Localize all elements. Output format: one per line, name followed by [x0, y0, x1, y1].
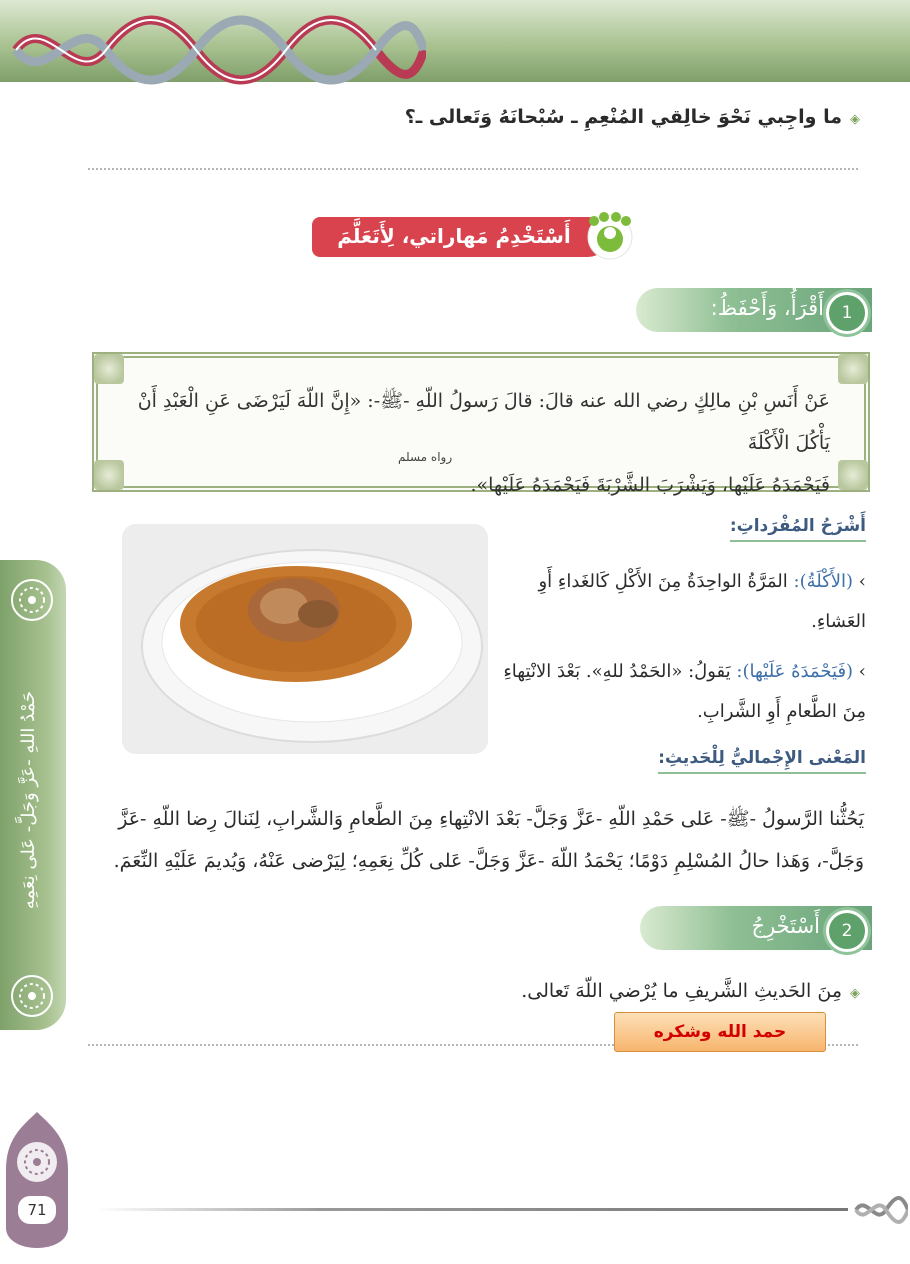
section1-title: أَقْرَأُ، وَأَحْفَظُ: — [710, 296, 824, 320]
section2-title: أَسْتَخْرِجُ — [751, 914, 820, 938]
hadith-source: رواه مسلم — [398, 450, 453, 464]
skills-banner — [312, 211, 650, 259]
page-number-badge-icon — [4, 1110, 70, 1250]
diamond-bullet-icon: ◈ — [850, 112, 860, 127]
vocab-definition: يَقولُ: «الحَمْدُ للهِ». بَعْدَ الانْتِهاءِ مِنَ الطَّعامِ أَوِ الشَّرابِ. — [503, 661, 866, 722]
page-number: 71 — [18, 1196, 56, 1224]
banner-text: أَسْتَخْدِمُ مَهاراتي، لِأَتَعَلَّمَ — [337, 224, 571, 248]
ornament-corner-icon — [838, 354, 868, 384]
hadith-text — [130, 380, 830, 506]
ornament-corner-icon — [94, 354, 124, 384]
food-photo — [122, 524, 488, 754]
chapter-title-vertical: حَمْدُ اللهِ -عَزَّ وَجَلَّ- عَلى نِعَمِهِ — [18, 690, 39, 910]
interlace-ornament-icon — [6, 14, 426, 86]
vocab-item: › (الأَكْلَةُ): المَرَّةُ الواحِدَةُ مِنَ الأَكْلِ كَالغَداءِ أَوِ العَشاءِ. — [538, 571, 866, 632]
extract-text: مِنَ الحَديثِ الشَّريفِ ما يُرْضي اللّهَ تَعالى. — [521, 980, 842, 1002]
hadith-line-2: فَيَحْمَدَهُ عَلَيْها، وَيَشْرَبَ الشَّرْبَةَ فَيَحْمَدَهُ عَلَيْها». — [470, 474, 830, 496]
question-line — [80, 106, 860, 128]
answer-dotted-line — [88, 168, 858, 170]
section1-number-badge: 1 — [826, 292, 868, 334]
interlace-ornament-icon — [852, 1190, 908, 1230]
extract-prompt — [80, 980, 860, 1002]
hadith-line-1: عَنْ أَنَسِ بْنِ مالِكٍ رضي الله عنه قالَ: قالَ رَسولُ اللّهِ -ﷺ-: «إِنَّ اللّهَ لَيَرْضَى عَنِ الْعَبْدِ أَنْ يَأْكُلَ الْأَكْلَةَ — [137, 390, 830, 454]
meaning-paragraph: يَحُثُّنا الرَّسولُ -ﷺ- عَلى حَمْدِ اللّهِ -عَزَّ وَجَلَّ- بَعْدَ الانْتِهاءِ مِنَ الطَّعامِ وَالشَّرابِ، لِنَنالَ رِضا اللّهِ -عَزَّ وَجَلَّ-، وَهَذا حالُ المُسْلِمِ دَوْمًا؛ يَحْمَدُ اللّهَ -عَزَّ وَجَلَّ- عَلى كُلِّ نِعَمِهِ؛ لِيَرْضى عَنْهُ، وَيُديمَ عَلَيْهِ النِّعَمَ. — [113, 808, 864, 872]
section2-number-badge: 2 — [826, 910, 868, 952]
ornament-corner-icon — [838, 460, 868, 490]
kabsa-dish-image — [122, 524, 488, 754]
mascot-icon — [580, 211, 640, 261]
vocab-heading: أَشْرَحُ المُفْرَداتِ: — [730, 516, 866, 542]
vocab-term: (الأَكْلَةُ): — [793, 571, 854, 592]
meaning-heading: المَعْنى الإِجْماليُّ لِلْحَديثِ: — [658, 748, 866, 774]
vocab-item: › (فَيَحْمَدَهُ عَلَيْها): يَقولُ: «الحَمْدُ للهِ». بَعْدَ الانْتِهاءِ مِنَ الطَّعامِ أَوِ الشَّرابِ. — [503, 661, 866, 722]
question-text: ما واجِبي نَحْوَ خالِقي المُنْعِمِ ـ سُبْحانَهُ وَتَعالى ـ؟ — [404, 106, 842, 128]
diamond-bullet-icon: ◈ — [850, 986, 860, 1001]
footer-rule — [96, 1208, 848, 1211]
vocab-definition: المَرَّةُ الواحِدَةُ مِنَ الأَكْلِ كَالغَداءِ أَوِ العَشاءِ. — [538, 571, 866, 632]
vocab-term: (فَيَحْمَدَهُ عَلَيْها): — [736, 661, 854, 682]
hadith-frame — [92, 352, 870, 496]
ornament-corner-icon — [94, 460, 124, 490]
answer-box: حمد الله وشكره — [614, 1012, 826, 1052]
